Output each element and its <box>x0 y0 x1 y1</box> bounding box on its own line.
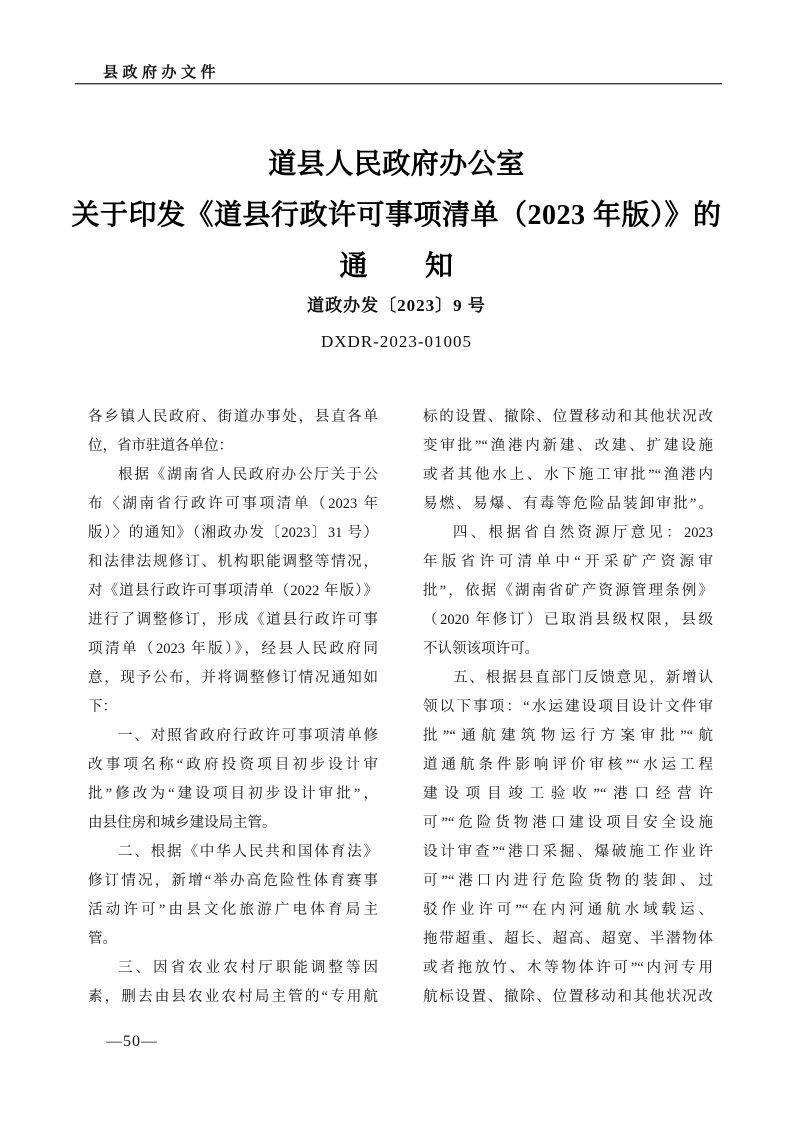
body-line: 项清单（2023 年版）》，经县人民政府同 <box>88 641 378 657</box>
header-divider-rule <box>75 83 722 85</box>
body-line: 不认领该项许可。 <box>423 641 539 657</box>
body-line: 易燃、易爆、有毒等危险品装卸审批”。 <box>423 496 713 512</box>
body-line: 管。 <box>88 931 117 947</box>
body-line: 批”，依据《湖南省矿产资源管理条例》 <box>423 583 713 599</box>
body-line: 批”“通航建筑物运行方案审批”“航 <box>423 728 713 744</box>
body-line: 驳作业许可”“在内河通航水域载运、 <box>423 902 713 918</box>
body-line: 素，删去由县农业农村局主管的“专用航 <box>88 989 378 1005</box>
body-line: 位，省市驻道各单位： <box>88 438 233 454</box>
body-line: 进行了调整修订，形成《道县行政许可事 <box>88 612 378 628</box>
body-line: 一、对照省政府行政许可事项清单修 <box>118 728 378 744</box>
body-line: 变审批”“渔港内新建、改建、扩建设施 <box>423 438 713 454</box>
document-title-line2: 关于印发《道县行政许可事项清单（2023 年版）》的 <box>71 200 722 231</box>
document-title-line1: 道县人民政府办公室 <box>268 149 525 180</box>
body-line: 设计审查”“港口采掘、爆破施工作业许 <box>423 844 713 860</box>
body-line: 改事项名称“政府投资项目初步设计审 <box>88 757 378 773</box>
body-line: 布〈湖南省行政许可事项清单（2023 年 <box>88 496 378 512</box>
body-line: 版）〉的通知》（湘政办发〔2023〕31 号） <box>88 525 378 541</box>
body-line: 意，现予公布，并将调整修订情况通知如 <box>88 670 378 686</box>
body-line: 标的设置、撤除、位置移动和其他状况改 <box>423 409 713 425</box>
body-line: 或者其他水上、水下施工审批”“渔港内 <box>423 467 713 483</box>
body-line: 领以下事项：“水运建设项目设计文件审 <box>423 699 713 715</box>
body-line: 修订情况，新增“举办高危险性体育赛事 <box>88 873 378 889</box>
body-line: 建设项目竣工验收”“港口经营许 <box>423 786 713 802</box>
body-line: 下： <box>88 699 117 715</box>
document-title <box>40 139 753 292</box>
page-number: —50— <box>106 1033 158 1050</box>
body-left-column <box>88 403 378 1012</box>
body-line: 对《道县行政许可事项清单（2022 年版）》 <box>88 583 378 599</box>
body-line: 根据《湖南省人民政府办公厅关于公 <box>118 467 378 483</box>
document-title-line3: 通 知 <box>339 251 454 282</box>
body-line: 批”修改为“建设项目初步设计审批”， <box>88 786 378 802</box>
body-line: 道通航条件影响评价审核”“水运工程 <box>423 757 713 773</box>
document-header-label: 县政府办文件 <box>103 64 221 81</box>
body-line: 或者拖放竹、木等物体许可”“内河专用 <box>423 960 713 976</box>
body-line: 三、因省农业农村厅职能调整等因 <box>118 960 378 976</box>
body-line: 可”“港口内进行危险货物的装卸、过 <box>423 873 713 889</box>
body-line: 航标设置、撤除、位置移动和其他状况改 <box>423 989 713 1005</box>
body-line: 和法律法规修订、机构职能调整等情况， <box>88 554 378 570</box>
body-line: 拖带超重、超长、超高、超宽、半潜物体 <box>423 931 713 947</box>
body-line: 活动许可”由县文化旅游广电体育局主 <box>88 902 378 918</box>
document-issue-number: 道政办发〔2023〕9 号 <box>307 296 486 315</box>
body-line: 四、根据省自然资源厅意见：2023 <box>453 525 713 541</box>
body-line: 二、根据《中华人民共和国体育法》 <box>118 844 378 860</box>
body-right-column <box>423 403 713 1012</box>
body-line: 由县住房和城乡建设局主管。 <box>88 815 277 831</box>
body-line: （2020 年修订）已取消县级权限，县级 <box>423 612 713 628</box>
body-line: 五、根据县直部门反馈意见，新增认 <box>453 670 713 686</box>
document-reference-code: DXDR-2023-01005 <box>321 332 472 351</box>
body-line: 可”“危险货物港口建设项目安全设施 <box>423 815 713 831</box>
body-line: 年版省许可清单中“开采矿产资源审 <box>423 554 713 570</box>
body-line: 各乡镇人民政府、街道办事处，县直各单 <box>88 409 378 425</box>
